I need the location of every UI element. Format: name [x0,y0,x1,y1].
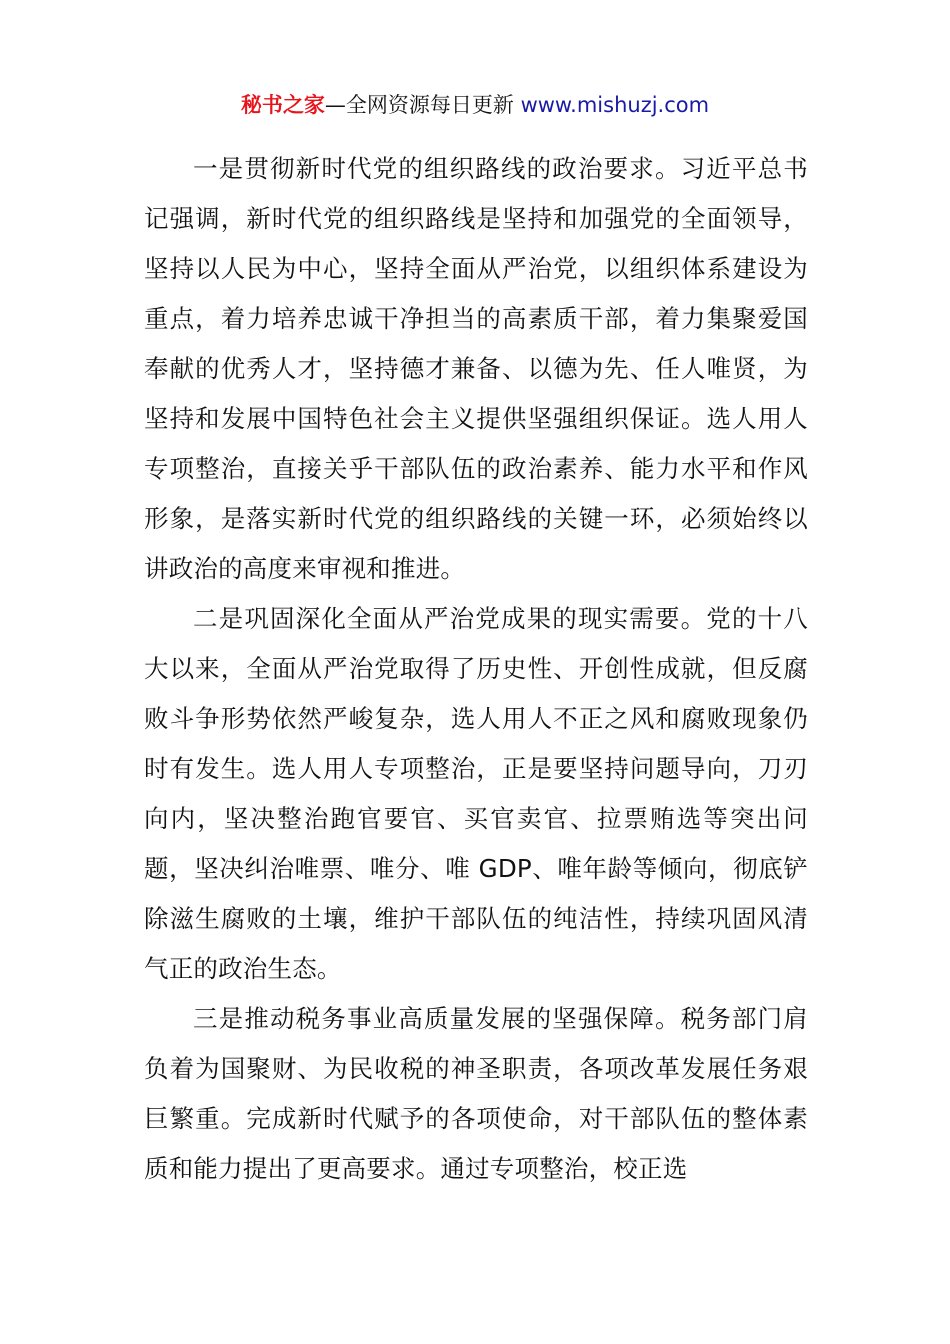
paragraph-3: 三是推动税务事业高质量发展的坚强保障。税务部门肩负着为国聚财、为民收税的神圣职责，各项改革发展任务艰巨繁重。完成新时代赋予的各项使命，对干部队伍的整体素质和能力提出了更高要求。通过专项整治，校正选 [144,1004,808,1183]
header-url-link[interactable]: www.mishuzj.com [520,93,710,117]
document-body [144,144,808,1194]
brand-name: 秘书之家 [240,93,325,117]
page-header [0,88,950,122]
paragraph-1: 一是贯彻新时代党的组织路线的政治要求。习近平总书记强调，新时代党的组织路线是坚持和加强党的全面领导，坚持以人民为中心，坚持全面从严治党，以组织体系建设为重点，着力培养忠诚干净担当的高素质干部，着力集聚爱国奉献的优秀人才，坚持德才兼备、以德为先、任人唯贤，为坚持和发展中国特色社会主义提供坚强组织保证。选人用人专项整治，直接关乎干部队伍的政治素养、能力水平和作风形象，是落实新时代党的组织路线的关键一环，必须始终以讲政治的高度来审视和推进。 [144,154,808,583]
paragraph-2: 二是巩固深化全面从严治党成果的现实需要。党的十八大以来，全面从严治党取得了历史性、开创性成就，但反腐败斗争形势依然严峻复杂，选人用人不正之风和腐败现象仍时有发生。选人用人专项整治，正是要坚持问题导向，刀刃向内，坚决整治跑官要官、买官卖官、拉票贿选等突出问题，坚决纠治唯票、唯分、唯 GDP、唯年龄等倾向，彻底铲除滋生腐败的土壤，维护干部队伍的纯洁性，持续巩固风清气正的政治生态。 [144,604,808,983]
header-tagline: —全网资源每日更新 [324,93,521,117]
